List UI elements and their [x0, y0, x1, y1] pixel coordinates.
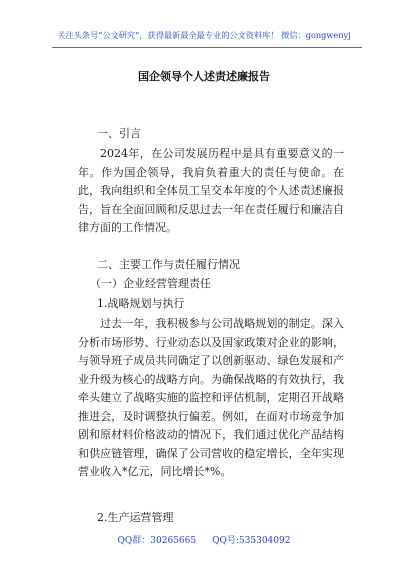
- footer-qq-group: QQ群：30265665: [117, 536, 197, 546]
- section-heading-responsibilities: 二、主要工作与责任履行情况: [97, 258, 240, 271]
- intro-paragraph: 2024年，在公司发展历程中是具有重要意义的一年。作为国企领导，我肩负着重大的责任与使命。在此，我向组织和全体员工呈交本年度的个人述责述廉报告，旨在全面回顾和反思过去一年在责任履行和廉洁自律方面的工作情况。: [78, 147, 344, 234]
- document-title: 国企领导个人述责述廉报告: [138, 70, 270, 83]
- section-heading-intro: 一、引言: [97, 127, 141, 140]
- strategy-paragraph: 过去一年，我积极参与公司战略规划的制定。深入分析市场形势、行业动态以及国家政策对企业的影响，与领导班子成员共同确定了以创新驱动、绿色发展和产业升级为核心的战略方向。为确保战略的有效执行，我牵头建立了战略实施的监控和评估机制，定期召开战略推进会，及时调整执行偏差。例如，在面对市场竞争加剧和原材料价格波动的情况下，我们通过优化产品结构和供应链管理，确保了公司营收的稳定增长，全年实现营业收入*亿元，同比增长*%。: [78, 317, 344, 478]
- subsection-heading-management: （一）企业经营管理责任: [90, 277, 211, 290]
- footer-qq-number: QQ号:535304092: [212, 536, 291, 546]
- item-heading-strategy: 1.战略规划与执行: [97, 297, 185, 310]
- item-heading-operations: 2.生产运营管理: [97, 511, 174, 524]
- header-note: 关注头条号“公文研究”，获得最新最全最专业的公文资料库！ 微信：gongwenyj: [57, 30, 351, 40]
- footer-contact: [0, 533, 408, 546]
- header-divider: [52, 47, 362, 48]
